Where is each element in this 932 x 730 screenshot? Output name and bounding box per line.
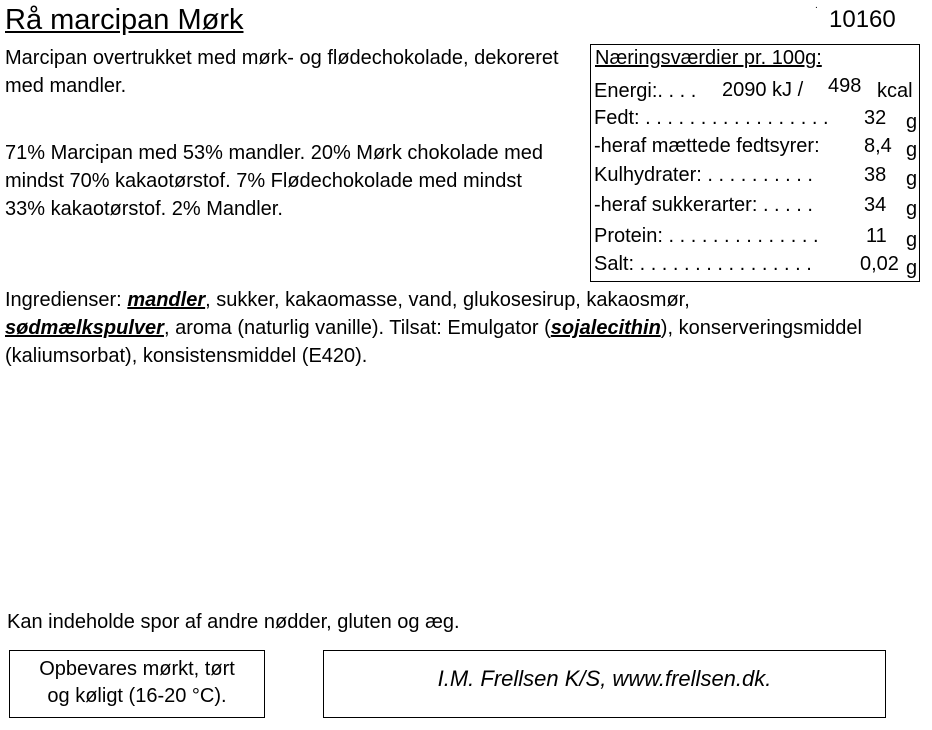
ingredients-text: , sukker, kakaomasse, vand, glukosesirup, kakaosmør, — [205, 289, 690, 311]
nutrition-row-energy — [594, 77, 917, 105]
nutrition-row-fat — [594, 107, 917, 135]
energy-label: Energi:. . . . — [594, 80, 697, 102]
allergen-almonds: mandler — [127, 289, 206, 311]
nutrition-label: -heraf mættede fedtsyrer: — [594, 135, 820, 157]
nutrition-label: Fedt: . . . . . . . . . . . . . . . . . — [594, 107, 829, 129]
nutrition-row-saturated-fat — [594, 135, 917, 163]
ingredients-text: ), konserveringsmiddel (kaliumsorbat), konsistensmiddel (E420). — [5, 317, 862, 367]
ingredients-text: , aroma (naturlig vanille). Tilsat: Emulgator ( — [163, 317, 551, 339]
ingredients-label: Ingredienser: — [5, 289, 122, 311]
nutrition-value: 11 — [866, 225, 887, 247]
nutrition-value: 0,02 — [860, 253, 899, 275]
nutrition-label: Salt: . . . . . . . . . . . . . . . . — [594, 253, 812, 275]
nutrition-value: 34 — [864, 194, 887, 216]
allergen-soy-lecithin: sojalecithin — [550, 317, 661, 339]
nutrition-label: -heraf sukkerarter: . . . . . — [594, 194, 813, 216]
nutrition-value: 38 — [864, 164, 887, 186]
company-name: I.M. Frellsen K/S, www.frellsen.dk. — [437, 666, 772, 691]
nutrition-value: 32 — [864, 107, 887, 129]
product-description: Marcipan overtrukket med mørk- og flødechokolade, dekoreret med mandler. — [5, 47, 559, 97]
nutrition-table — [590, 44, 920, 282]
nutrition-label: Protein: . . . . . . . . . . . . . . — [594, 225, 819, 247]
product-number: 10160 — [829, 6, 896, 33]
nutrition-label: Kulhydrater: . . . . . . . . . . — [594, 164, 813, 186]
product-composition: 71% Marcipan med 53% mandler. 20% Mørk chokolade med mindst 70% kakaotørstof. 7% Flødechokolade med mindst 33% kakaotørstof. 2% Mandler. — [5, 142, 544, 220]
trace-warning: Kan indeholde spor af andre nødder, gluten og æg. — [7, 611, 460, 633]
storage-box — [9, 650, 265, 718]
nutrition-value: 8,4 — [864, 135, 892, 157]
nutrition-unit: g — [906, 111, 918, 133]
nutrition-unit: g — [906, 198, 918, 220]
energy-kcal-unit: kcal — [877, 80, 913, 102]
storage-line: Opbevares mørkt, tørt — [39, 658, 235, 680]
energy-kcal-value: 498 — [828, 75, 862, 97]
nutrition-row-sugars — [594, 194, 917, 222]
energy-kj-value: 2090 kJ / — [722, 79, 804, 101]
storage-line: og køligt (16-20 °C). — [47, 685, 227, 707]
nutrition-unit: g — [906, 168, 918, 190]
nutrition-row-salt — [594, 253, 917, 281]
ingredients-list — [5, 286, 920, 370]
nutrition-row-protein — [594, 225, 917, 253]
company-box — [323, 650, 886, 718]
nutrition-unit: g — [906, 229, 918, 251]
nutrition-unit: g — [906, 139, 918, 161]
nutrition-heading: Næringsværdier pr. 100g: — [595, 47, 822, 69]
nutrition-unit: g — [906, 257, 918, 279]
allergen-milk-powder: sødmælkspulver — [5, 317, 164, 339]
product-title: Rå marcipan Mørk — [5, 4, 244, 36]
nutrition-row-carbohydrates — [594, 164, 917, 192]
stray-dot: . — [815, 0, 818, 11]
